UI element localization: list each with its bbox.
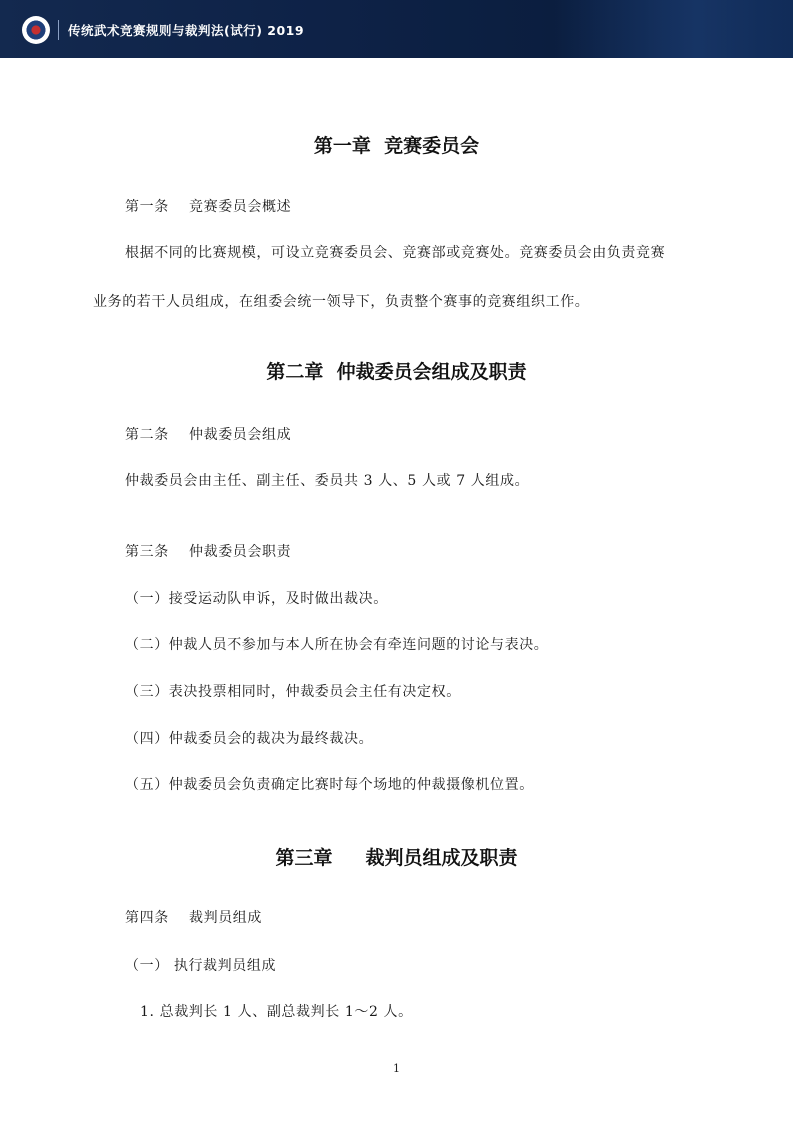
header-title: 传统武术竞赛规则与裁判法(试行) 2019 [68, 23, 305, 38]
article-2-body: 仲裁委员会由主任、副主任、委员共 3 人、5 人或 7 人组成。 [125, 473, 530, 489]
article-2-heading: 第二条 仲裁委员会组成 [125, 427, 292, 443]
article-4-item-1: （一） 执行裁判员组成 [125, 958, 277, 974]
article-3-heading: 第三条 仲裁委员会职责 [125, 544, 292, 560]
document-header [0, 0, 793, 58]
article-1-body-line-2: 业务的若干人员组成，在组委会统一领导下，负责整个赛事的竞赛组织工作。 [93, 294, 590, 310]
article-4-subitem-1: 1. 总裁判长 1 人、副总裁判长 1～2 人。 [140, 1004, 413, 1020]
page-number: 1 [393, 1062, 400, 1075]
article-3-item-3: （三）表决投票相同时，仲裁委员会主任有决定权。 [125, 684, 461, 700]
article-3-item-4: （四）仲裁委员会的裁决为最终裁决。 [125, 731, 374, 747]
association-logo-icon [22, 16, 50, 44]
article-3-item-2: （二）仲裁人员不参加与本人所在协会有牵连问题的讨论与表决。 [125, 637, 549, 653]
article-1-body-line-1: 根据不同的比赛规模，可设立竞赛委员会、竞赛部或竞赛处。竞赛委员会由负责竞赛 [125, 245, 666, 261]
article-3-item-1: （一）接受运动队申诉，及时做出裁决。 [125, 591, 388, 607]
chapter-1-title: 第一章 竞赛委员会 [313, 135, 480, 157]
header-decoration [553, 0, 793, 58]
article-3-item-5: （五）仲裁委员会负责确定比赛时每个场地的仲裁摄像机位置。 [125, 777, 534, 793]
logo-emblem-icon [25, 19, 47, 41]
header-divider [58, 20, 59, 40]
chapter-3-title: 第三章 裁判员组成及职责 [275, 847, 518, 869]
chapter-2-title: 第二章 仲裁委员会组成及职责 [266, 361, 527, 383]
article-4-heading: 第四条 裁判员组成 [125, 910, 263, 926]
article-1-heading: 第一条 竞赛委员会概述 [125, 199, 292, 215]
